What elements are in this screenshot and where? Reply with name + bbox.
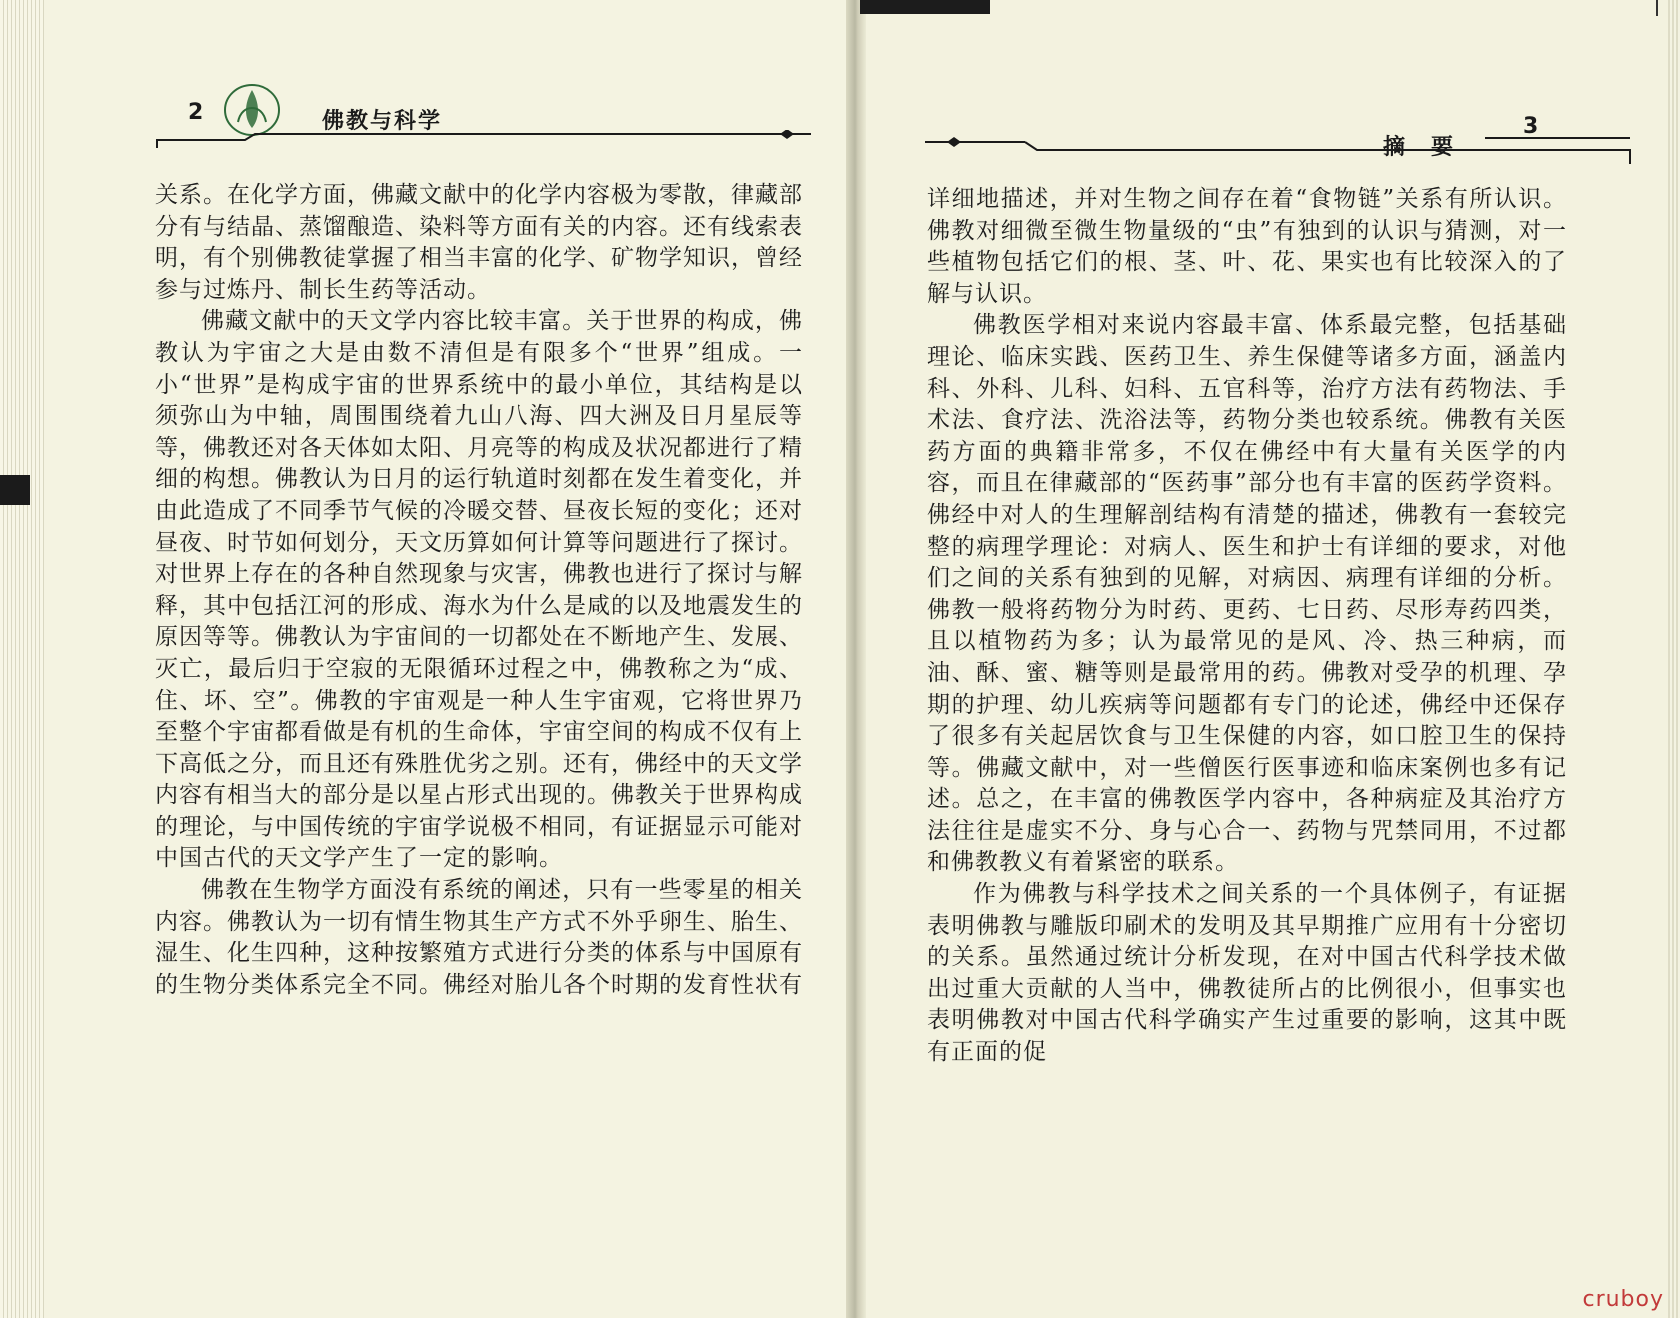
left-page-number: 2 — [188, 100, 204, 125]
paragraph: 佛藏文献中的天文学内容比较丰富。关于世界的构成，佛教认为宇宙之大是由数不清但是有限多个“世界”组成。一小“世界”是构成宇宙的世界系统中的最小单位，其结构是以须弥山为中轴，周围围绕着九山八海、四大洲及日月星辰等等，佛教还对各天体如太阳、月亮等的构成及状况都进行了精细的构想。佛教认为日月的运行轨道时刻都在发生着变化，并由此造成了不同季节气候的冷暖交替、昼夜长短的变化；还对昼夜、时节如何划分，天文历算如何计算等问题进行了探讨。对世界上存在的各种自然现象与灾害，佛教也进行了探讨与解释，其中包括江河的形成、海水为什么是咸的以及地震发生的原因等等。佛教认为宇宙间的一切都处在不断地产生、发展、灭亡，最后归于空寂的无限循环过程之中，佛教称之为“成、住、坏、空”。佛教的宇宙观是一种人生宇宙观，它将世界乃至整个宇宙都看做是有机的生命体，宇宙空间的构成不仅有上下高低之分，而且还有殊胜优劣之别。还有，佛经中的天文学内容有相当大的部分是以星占形式出现的。佛教关于世界构成的理论，与中国传统的宇宙学说极不相同，有证据显示可能对中国古代的天文学产生了一定的影响。 — [155, 308, 803, 872]
scan-edge-shadow — [860, 0, 990, 14]
right-fore-edge — [1668, 0, 1680, 1318]
right-header-rule — [925, 134, 1645, 164]
paragraph: 作为佛教与科学技术之间关系的一个具体例子，有证据表明佛教与雕版印刷术的发明及其早期推广应用有十分密切的关系。虽然通过统计分析发现，在对中国古代科学技术做出过重大贡献的人当中，佛教徒所占的比例很小，但事实也表明佛教对中国古代科学确实产生过重要的影响，这其中既有正面的促 — [927, 881, 1567, 1066]
scanner-watermark: cruboy — [1582, 1287, 1664, 1312]
paragraph: 详细地描述，并对生物之间存在着“食物链”关系有所认识。佛教对细微至微生物量级的“虫”有独到的认识与猜测，对一些植物包括它们的根、茎、叶、花、果实也有比较深入的了解与认识。 — [927, 186, 1567, 307]
right-running-title: 摘 要 — [1383, 135, 1456, 160]
left-running-title: 佛教与科学 — [322, 109, 443, 134]
left-page-body — [155, 180, 803, 1001]
left-fore-edge — [0, 0, 44, 1318]
edge-tab-mark — [0, 475, 30, 505]
book-gutter — [846, 0, 866, 1318]
crop-mark — [1656, 0, 1658, 16]
paragraph: 佛教医学相对来说内容最丰富、体系最完整，包括基础理论、临床实践、医药卫生、养生保健等诸多方面，涵盖内科、外科、儿科、妇科、五官科等，治疗方法有药物法、手术法、食疗法、洗浴法等，药物分类也较系统。佛教有关医药方面的典籍非常多，不仅在佛经中有大量有关医学的内容，而且在律藏部的“医药事”部分也有丰富的医药学资料。佛经中对人的生理解剖结构有清楚的描述，佛教有一套较完整的病理学理论：对病人、医生和护士有详细的要求，对他们之间的关系有独到的见解，对病因、病理有详细的分析。佛教一般将药物分为时药、更药、七日药、尽形寿药四类，且以植物药为多；认为最常见的是风、冷、热三种病，而油、酥、蜜、糖等则是最常用的药。佛教对受孕的机理、孕期的护理、幼儿疾病等问题都有专门的论述，佛经中还保存了很多有关起居饮食与卫生保健的内容，如口腔卫生的保持等。佛藏文献中，对一些僧医行医事迹和临床案例也多有记述。总之，在丰富的佛教医学内容中，各种病症及其治疗方法往往是虚实不分、身与心合一、药物与咒禁同用，不过都和佛教教义有着紧密的联系。 — [927, 312, 1567, 876]
paragraph: 佛教在生物学方面没有系统的阐述，只有一些零星的相关内容。佛教认为一切有情生物其生产方式不外乎卵生、胎生、湿生、化生四种，这种按繁殖方式进行分类的体系与中国原有的生物分类体系完全不同。佛经对胎儿各个时期的发育性状有 — [155, 877, 803, 998]
left-header-rule — [155, 130, 815, 150]
right-page-number: 3 — [1523, 114, 1539, 139]
paragraph: 关系。在化学方面，佛藏文献中的化学内容极为零散，律藏部分有与结晶、蒸馏酿造、染料等方面有关的内容。还有线索表明，有个别佛教徒掌握了相当丰富的化学、矿物学知识，曾经参与过炼丹、制长生药等活动。 — [155, 182, 803, 303]
right-page — [855, 0, 1680, 1318]
right-page-body — [927, 184, 1567, 1069]
